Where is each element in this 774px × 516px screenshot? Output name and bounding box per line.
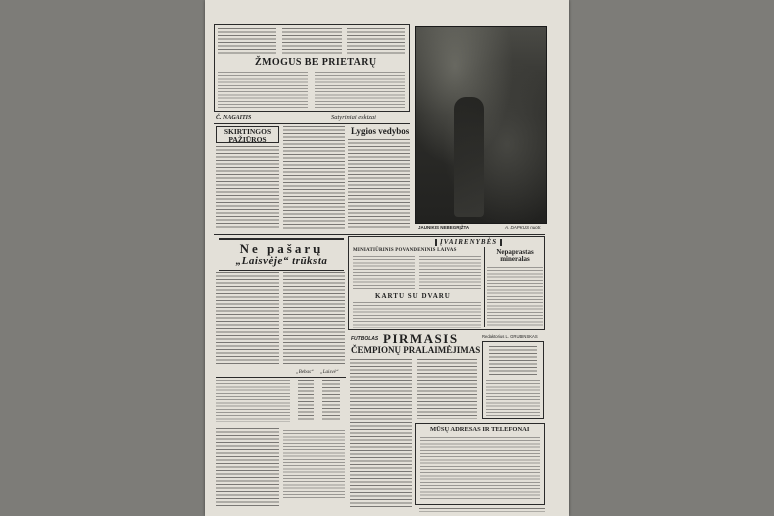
table-values bbox=[298, 380, 314, 422]
section-rule bbox=[214, 123, 410, 124]
address-text bbox=[420, 437, 540, 501]
body-text-column bbox=[353, 256, 415, 291]
body-text-column bbox=[419, 256, 481, 291]
table-header: „Laisvė“ bbox=[320, 370, 339, 375]
poem-stanza bbox=[315, 72, 405, 109]
miscellany-item-title: KARTU SU DVARU bbox=[375, 292, 451, 300]
body-text-column bbox=[216, 272, 279, 366]
address-title: MŪSŲ ADRESAS IR TELEFONAI bbox=[430, 426, 530, 433]
body-text-column bbox=[347, 28, 405, 55]
body-text-column bbox=[282, 28, 342, 55]
body-text-column bbox=[350, 359, 412, 507]
satire-rubric: Satyriniai eskizai bbox=[331, 114, 376, 121]
story-title-box bbox=[216, 126, 279, 143]
notice-box bbox=[482, 341, 544, 419]
body-text-column bbox=[283, 272, 345, 366]
table-header: „Bebas“ bbox=[296, 370, 314, 375]
notice-text bbox=[489, 346, 537, 376]
newspaper-page bbox=[205, 0, 569, 516]
feature-title-line2: „Laisvėje“ trūksta bbox=[235, 255, 328, 267]
table-rule bbox=[216, 377, 346, 378]
feature-headline-box bbox=[219, 238, 344, 271]
table-values bbox=[322, 380, 340, 422]
photo bbox=[415, 26, 547, 224]
body-text-column bbox=[348, 139, 410, 230]
poem-stanza bbox=[218, 72, 308, 109]
table-row-labels bbox=[216, 380, 290, 422]
poem-box bbox=[214, 24, 410, 112]
column-rule bbox=[484, 247, 485, 327]
satire-author: Č. NAGAITIS bbox=[216, 115, 252, 121]
football-title-line2: ČEMPIONŲ PRALAIMĖJIMAS bbox=[351, 345, 481, 355]
footer-line bbox=[419, 508, 545, 512]
football-title-line1: PIRMASIS bbox=[383, 331, 459, 346]
address-box bbox=[415, 423, 545, 505]
feature-title-line1: Ne pašarų bbox=[239, 241, 324, 256]
data-table bbox=[216, 370, 346, 424]
notice-text bbox=[486, 380, 540, 416]
photo-credit: A. DAPKUS nuotr. bbox=[505, 225, 542, 230]
poem-title: ŽMOGUS BE PRIETARŲ bbox=[255, 57, 377, 68]
story-title: Lygios vedybos bbox=[351, 126, 410, 136]
miscellany-box bbox=[348, 236, 545, 330]
body-text-column bbox=[283, 126, 345, 230]
miscellany-item-title: Nepaprastas mineralas bbox=[496, 248, 534, 264]
miscellany-item-title: MINIATIŪRINIS POVANDENINIS LAIVAS bbox=[353, 248, 457, 253]
section-rule bbox=[214, 234, 545, 235]
body-text-column bbox=[218, 28, 276, 55]
body-text-column bbox=[353, 302, 481, 328]
body-text-column bbox=[417, 359, 477, 419]
editor-credit: Redaktorius L. GRUBINSKAS bbox=[482, 334, 538, 339]
body-text-column bbox=[487, 267, 543, 327]
body-text-column bbox=[216, 428, 279, 508]
football-kicker: FUTBOLAS bbox=[351, 336, 379, 342]
body-text-column bbox=[283, 430, 345, 500]
story-title: SKIRTINGOS PAŽIŪROS bbox=[223, 127, 272, 144]
photo-figure bbox=[454, 97, 484, 217]
body-text-column bbox=[216, 146, 279, 230]
miscellany-rubric: ĮVAIRENYBĖS bbox=[435, 239, 502, 246]
photo-caption: JAUNIKIS NEBEGRĮŽTA bbox=[418, 225, 470, 230]
